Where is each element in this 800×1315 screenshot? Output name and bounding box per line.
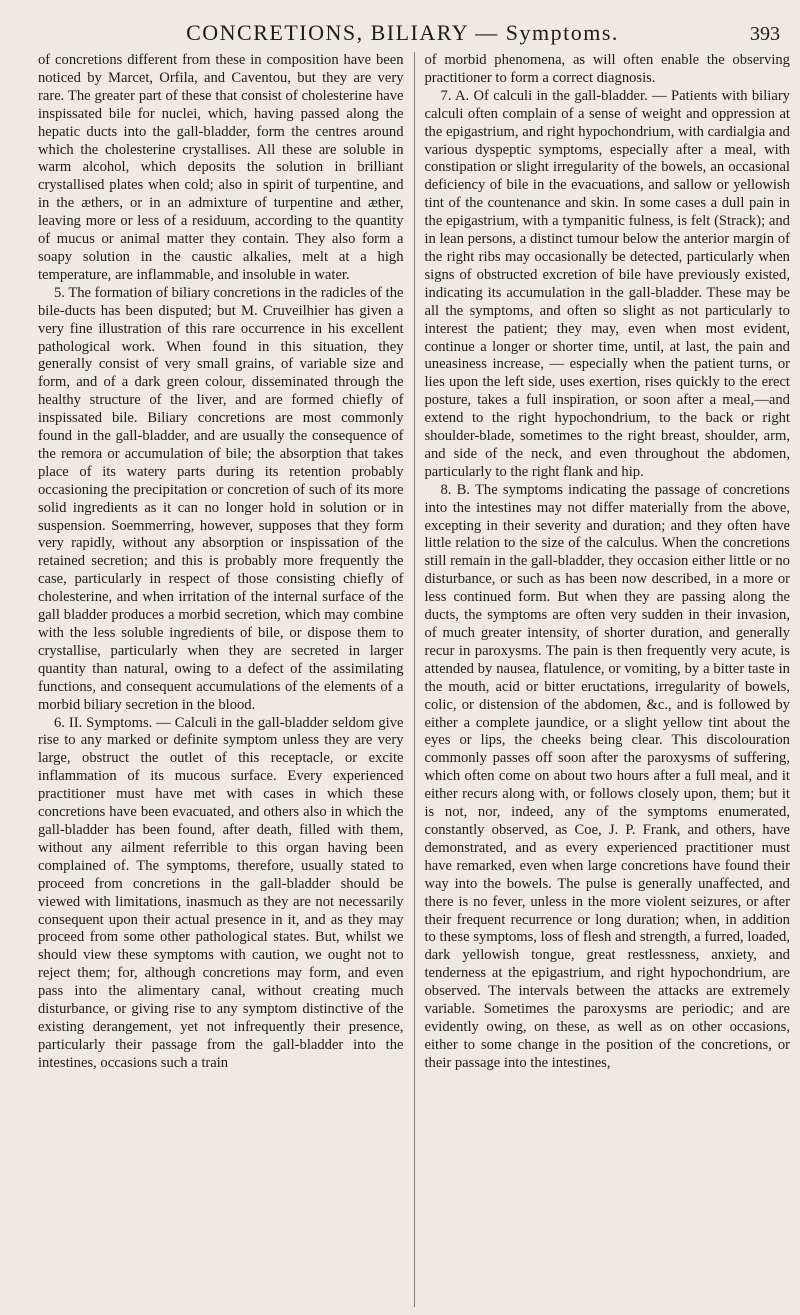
left-paragraph-2: 5. The formation of biliary concretions in the radicles of the bile-ducts has been disputed; but M. Cruveilhier has given a very fine illustration of this rare occurrence in his excellent pathological work. When found in this situation, they generally consist of very small grains, of variable size and form, and of a dark green colour, disseminated through the healthy structure of the liver, and are formed chiefly of inspissated bile. Biliary concretions are most commonly found in the gall-bladder, and are usually the consequence of the remora or accumulation of bile; the absorption that takes place of its watery parts during its retention probably occasioning the precipitation or concretion of such of its more solid ingredients as it can no longer hold in solution or in suspension. Soemmerring, however, supposes that they form very rapidly, without any absorption or inspissation of the retained secretion; and this is probably more frequently the case, particularly in respect of those consisting chiefly of cholesterine, and when irritation of the internal surface of the gall bladder produces a morbid secretion, which may combine with the less soluble ingredients of bile, or dispose them to crystallise, particularly when they are secreted in larger quantity than natural, owing to a defect of the assimilating functions, and consequent accumulations of the elements of a morbid biliary secretion in the blood.	[38, 284, 404, 713]
page-header	[40, 20, 780, 50]
left-paragraph-1: of concretions different from these in composition have been noticed by Marcet, Orfila, and Caventou, but they are very rare. The greater part of these that consist of cholesterine have inspissated bile for nuclei, which, having passed along the hepatic ducts into the gall-bladder, form the centres around which the cholesterine crystallises. All these are soluble in warm alcohol, which deposits the solution in brilliant crystallised plates when cold; also in spirit of turpentine, and in the æthers, or in an admixture of turpentine and æther, leaving more or less of a residuum, according to the quantity of mucus or animal matter they contain. They also form a soapy solution in the caustic alkalies, melt at a high temperature, are inflammable, and insoluble in water.	[38, 52, 404, 283]
running-title: CONCRETIONS, BILIARY — Symptoms.	[186, 20, 619, 45]
left-column	[38, 52, 404, 1307]
right-paragraph-1: of morbid phenomena, as will often enable the observing practitioner to form a correct diagnosis.	[424, 52, 790, 86]
page-number: 393	[750, 23, 780, 45]
right-column	[424, 52, 790, 1307]
left-paragraph-3: 6. II. Symptoms. — Calculi in the gall-bladder seldom give rise to any marked or definite symptom unless they are very large, obstruct the outlet of this receptacle, or excite inflammation of its mucous surface. Every experienced practitioner must have met with cases in which these concretions have been evacuated, and others also in which the gall-bladder has been found, after death, filled with them, without any ailment referrible to this organ having been complained of. The symptoms, therefore, usually stated to proceed from concretions in the gall-bladder should be viewed with limitations, inasmuch as they are not necessarily consequent upon their actual presence in it, and as they may proceed from some other pathological states. But, whilst we should view these symptoms with caution, we ought not to reject them; for, although concretions may form, and even pass into the alimentary canal, without creating much disturbance, or giving rise to any symptom distinctive of the existing derangement, yet not infrequently their presence, particularly their passage from the gall-bladder into the intestines, occasions such a train	[38, 714, 404, 1071]
column-divider	[414, 52, 415, 1307]
right-paragraph-2: 7. A. Of calculi in the gall-bladder. — Patients with biliary calculi often complain of a sense of weight and oppression at the epigastrium, and right hypochondrium, with cardialgia and various dyspeptic symptoms, especially after a meal, with constipation or slight irregularity of the bowels, an occasional deficiency of bile in the evacuations, and sallow or yellowish tint of the countenance and skin. In some cases a dull pain in the epigastrium, with a tympanitic fulness, is felt (Strack); and in lean persons, a distinct tumour below the anterior margin of the right ribs may occasionally be detected, particularly when signs of obstructed excretion of bile have previously existed, indicating its accumulation in the gall-bladder. These may be all the symptoms, and often so slight as not particularly to interest the patient; they may, even when most evident, continue a longer or shorter time, until, at last, the pain and uneasiness increase, — especially when the patient turns, or lies upon the left side, uses exertion, rises quickly to the erect posture, takes a full inspiration, or soon after a meal,—and extend to the right hypochondrium, to the back or right shoulder-blade, sometimes to the right breast, shoulder, arm, and side of the neck, and even throughout the abdomen, particularly to the right flank and hip.	[424, 87, 790, 480]
right-paragraph-3: 8. B. The symptoms indicating the passage of concretions into the intestines may not differ materially from the above, excepting in their severity and duration; and they often have little relation to the size of the calculus. When the concretions still remain in the gall-bladder, they occasion either little or no disturbance, or such as has been now described, in a more or less continued form. But when they are passing along the ducts, the symptoms are often very sudden in their invasion, of much greater intensity, of shorter duration, and generally recur in paroxysms. The pain is then frequently very acute, is attended by nausea, flatulence, or vomiting, by a bitter taste in the mouth, acid or bitter eructations, irregularity of bowels, colic, or distension of the abdomen, &c., and is followed by either a complete jaundice, or a slight yellow tint about the eyes or lips, the cheeks being clear. This discolouration commonly passes off soon after the paroxysms of suffering, which often come on about two hours after a full meal, and it either recurs along with, or follows closely upon, them; but it is not, nor, indeed, any of the symptoms enumerated, constantly observed, as Coe, J. P. Frank, and others, have demonstrated, and as every experienced practitioner must have remarked, even when large concretions have found their way into the bowels. The pulse is generally unaffected, and there is no fever, unless in the more violent seizures, or after their frequent recurrence or long duration; when, in addition to these symptoms, loss of flesh and strength, a furred, loaded, dark yellowish tongue, great restlessness, anxiety, and tenderness at the epigastrium, and right hypochondrium, are observed. The intervals between the attacks are extremely variable. Sometimes the paroxysms are periodic; and are evidently owing, on these, as well as on other occasions, either to some change in the position of the concretions, or their passage into the intestines,	[424, 481, 790, 1071]
text-columns	[38, 52, 790, 1307]
